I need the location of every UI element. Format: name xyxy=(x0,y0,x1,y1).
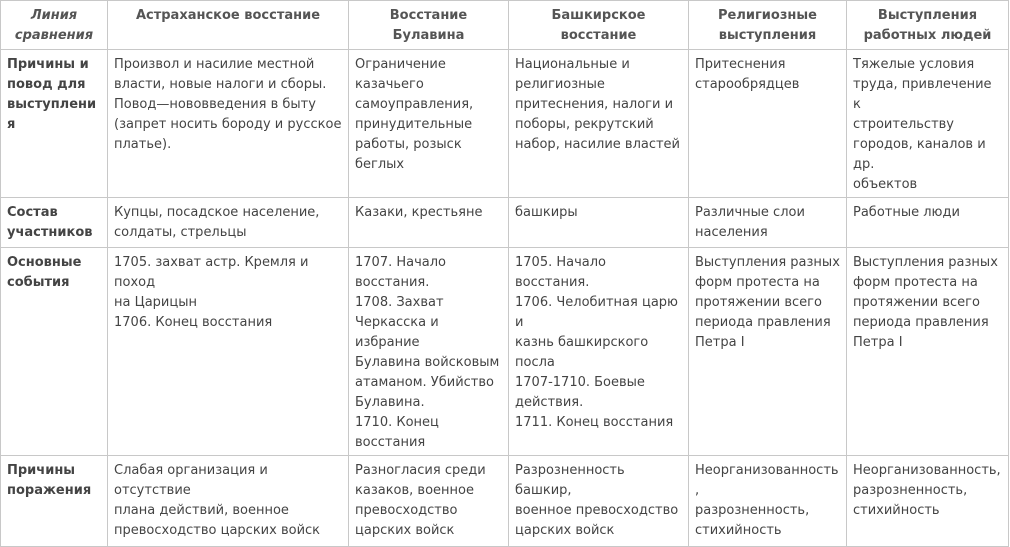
table-cell: Казаки, крестьяне xyxy=(349,198,509,248)
table-cell: Неорганизованность, разрозненность, стихийность xyxy=(689,456,847,547)
table-row xyxy=(1,248,1009,456)
table-cell: Слабая организация и отсутствие плана действий, военное превосходство царских войск xyxy=(108,456,349,547)
header-cell-bulavin: Восстание Булавина xyxy=(349,1,509,50)
table-cell: Ограничение казачьего самоуправления, принудительные работы, розыск беглых xyxy=(349,50,509,198)
header-cell-bashkir: Башкирское восстание xyxy=(509,1,689,50)
table-cell: Разрозненность башкир, военное превосходство царских войск xyxy=(509,456,689,547)
table-row xyxy=(1,456,1009,547)
table-cell: Неорганизованность, разрозненность, стихийность xyxy=(847,456,1009,547)
table-cell: Национальные и религиозные притеснения, налоги и поборы, рекрутский набор, насилие властей xyxy=(509,50,689,198)
header-cell-comparison-line: Линия сравнения xyxy=(1,1,108,50)
table-cell: Выступления разных форм протеста на протяжении всего периода правления Петра I xyxy=(847,248,1009,456)
table-cell: 1707. Начало восстания. 1708. Захват Черкасска и избрание Булавина войсковым атаманом. Убийство Булавина. 1710. Конец восстания xyxy=(349,248,509,456)
table-cell: башкиры xyxy=(509,198,689,248)
row-label: Состав участников xyxy=(1,198,108,248)
table-row xyxy=(1,198,1009,248)
table-cell: Выступления разных форм протеста на протяжении всего периода правления Петра I xyxy=(689,248,847,456)
table-cell: Различные слои населения xyxy=(689,198,847,248)
header-row xyxy=(1,1,1009,50)
table-cell: Притеснения старообрядцев xyxy=(689,50,847,198)
table-cell: Произвол и насилие местной власти, новые налоги и сборы. Повод—нововведения в быту (запрет носить бороду и русское платье). xyxy=(108,50,349,198)
row-label: Основные события xyxy=(1,248,108,456)
table-cell: Купцы, посадское население, солдаты, стрельцы xyxy=(108,198,349,248)
header-cell-workers: Выступления работных людей xyxy=(847,1,1009,50)
header-cell-astrakhan: Астраханское восстание xyxy=(108,1,349,50)
table-cell: Тяжелые условия труда, привлечение к строительству городов, каналов и др. объектов xyxy=(847,50,1009,198)
table-cell: 1705. Начало восстания. 1706. Челобитная царю и казнь башкирского посла 1707-1710. Боевые действия. 1711. Конец восстания xyxy=(509,248,689,456)
table-cell: 1705. захват астр. Кремля и поход на Царицын 1706. Конец восстания xyxy=(108,248,349,456)
row-label: Причины поражения xyxy=(1,456,108,547)
table-cell: Работные люди xyxy=(847,198,1009,248)
table-row xyxy=(1,50,1009,198)
table-cell: Разногласия среди казаков, военное превосходство царских войск xyxy=(349,456,509,547)
header-cell-religious: Религиозные выступления xyxy=(689,1,847,50)
row-label: Причины и повод для выступления xyxy=(1,50,108,198)
